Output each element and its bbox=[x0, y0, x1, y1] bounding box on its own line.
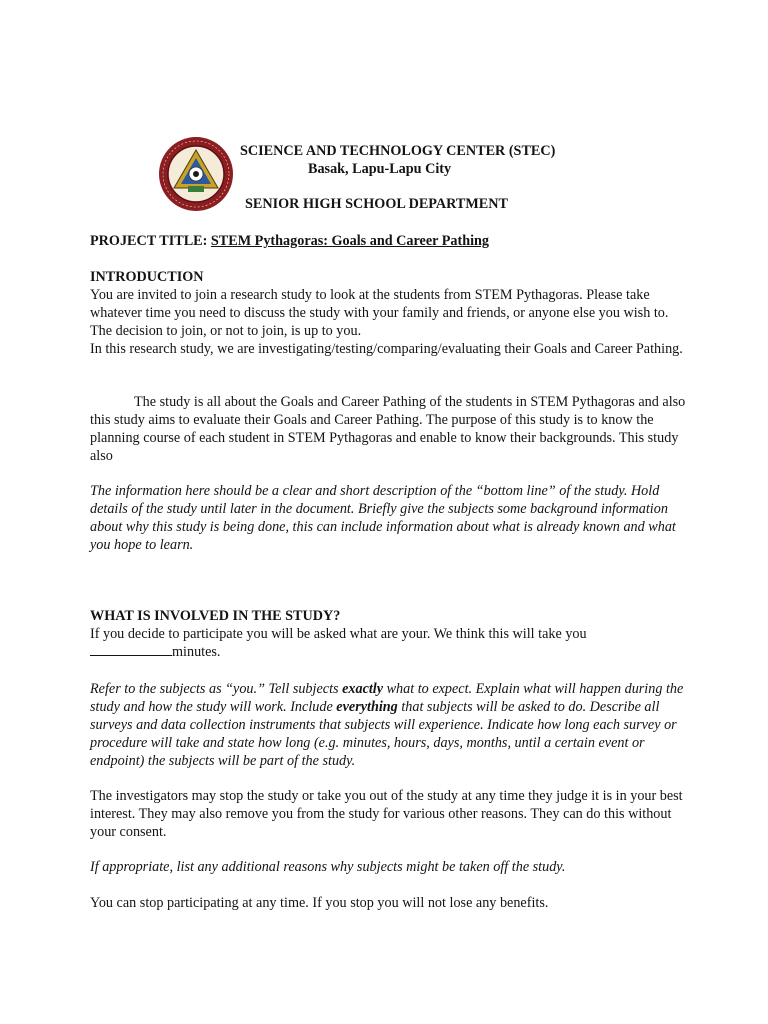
involved-text bbox=[90, 625, 690, 661]
guide-text-a: Refer to the subjects as “you.” Tell subjects bbox=[90, 681, 343, 697]
stop-study-paragraph: The investigators may stop the study or take you out of the study at any time they judge it is in your best interest. They may also remove you from the study for various other reasons. They can do this without your consent. bbox=[90, 788, 683, 840]
project-title bbox=[90, 233, 489, 250]
intro-paragraph-2: In this research study, we are investigating/testing/comparing/evaluating their Goals and Career Pathing. bbox=[90, 341, 683, 357]
minutes-suffix: minutes. bbox=[172, 644, 221, 660]
school-address: Basak, Lapu-Lapu City bbox=[308, 161, 452, 177]
stop-anytime-paragraph: You can stop participating at any time. If you stop you will not lose any benefits. bbox=[90, 895, 549, 911]
study-description bbox=[90, 393, 690, 465]
school-name: SCIENCE AND TECHNOLOGY CENTER (STEC) bbox=[240, 143, 556, 159]
guide-text-e: that subjects will be asked to do. Describe all surveys and data collection instruments that subjects will experience. Indicate how long each survey or procedure will take and state how long (e.g. minutes, hours, days, months, until a certain event or endpoint) the subjects will be part of the study. bbox=[90, 699, 677, 769]
school-seal-logo bbox=[158, 136, 234, 212]
guide-text-c: what to expect. Explain what will happen during the study and how the study will work. Include bbox=[90, 681, 684, 715]
introduction-text bbox=[90, 286, 690, 358]
guide-emphasis-everything: everything bbox=[336, 699, 398, 715]
project-title-value: STEM Pythagoras: Goals and Career Pathing bbox=[210, 233, 490, 249]
project-title-label: PROJECT TITLE: bbox=[90, 233, 211, 249]
intro-paragraph-1: You are invited to join a research study to look at the students from STEM Pythagoras. Please take whatever time you need to discuss the study with your family and friends, or anyone else you wish to. The decision to join, or not to join, is up to you. bbox=[90, 287, 669, 339]
introduction-heading: INTRODUCTION bbox=[90, 269, 204, 285]
minutes-blank bbox=[90, 643, 172, 656]
additional-reasons-guidance: If appropriate, list any additional reasons why subjects might be taken off the study. bbox=[90, 859, 566, 875]
intro-guidance: The information here should be a clear and short description of the “bottom line” of the study. Hold details of the study until later in the document. Briefly give the subjects some background information about why this study is being done, this can include information about what is already known and what you hope to learn. bbox=[90, 483, 676, 553]
involved-guidance bbox=[90, 680, 690, 770]
involved-heading: WHAT IS INVOLVED IN THE STUDY? bbox=[90, 608, 341, 624]
involved-paragraph-1 bbox=[90, 625, 690, 661]
involved-paragraph-text: If you decide to participate you will be asked what are your. We think this will take you bbox=[90, 626, 587, 642]
intro-paragraph-3: The study is all about the Goals and Career Pathing of the students in STEM Pythagoras and also this study aims to evaluate their Goals and Career Pathing. The purpose of this study is to know the planning course of each student in STEM Pythagoras and enable to know their backgrounds. This study also bbox=[90, 394, 686, 464]
guide-emphasis-exactly: exactly bbox=[342, 681, 384, 697]
department-name: SENIOR HIGH SCHOOL DEPARTMENT bbox=[245, 196, 508, 212]
